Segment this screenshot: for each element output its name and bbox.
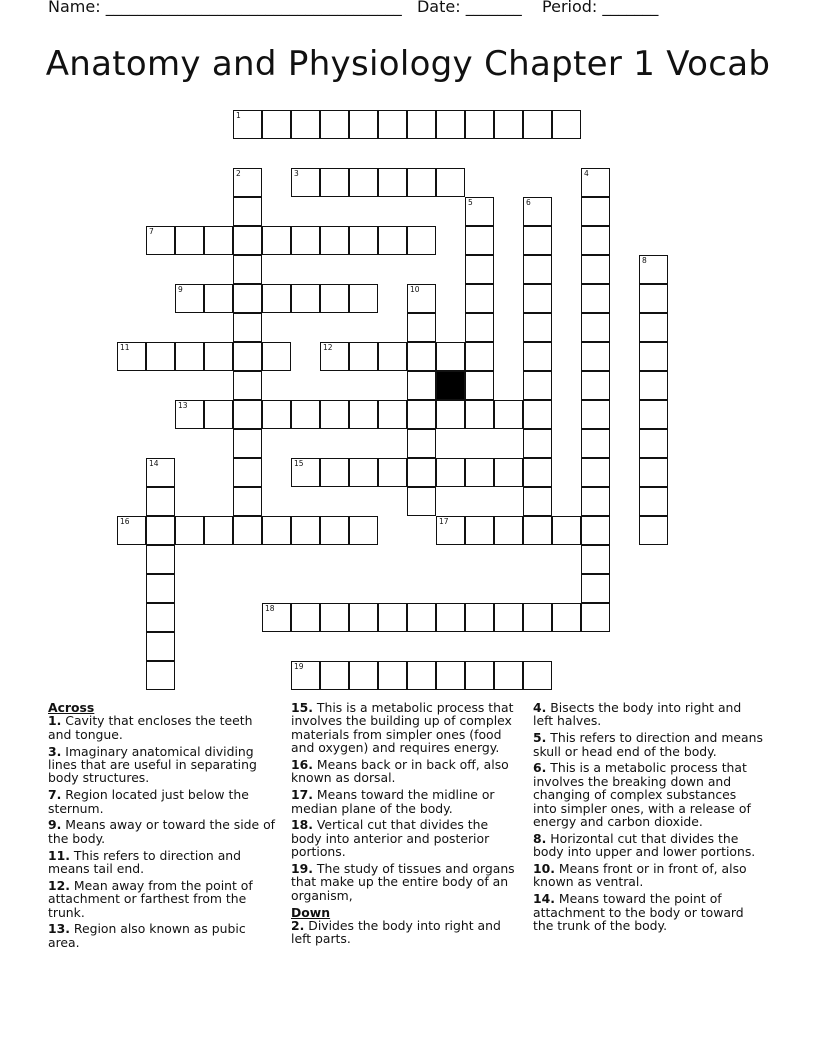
- grid-cell[interactable]: [407, 400, 436, 429]
- clue-across-17: 17. Means toward the midline or median plane of the body.: [291, 787, 495, 816]
- grid-cell[interactable]: [523, 110, 552, 139]
- grid-cell[interactable]: [407, 429, 436, 458]
- grid-cell[interactable]: [175, 400, 204, 429]
- clue-across-15: 15. This is a metabolic process that involves the building up of complex materials from simpler ones (food and oxygen) and requires energy.: [291, 700, 514, 756]
- grid-cell[interactable]: [233, 197, 262, 226]
- name-label: Name:: [48, 0, 101, 16]
- grid-cell[interactable]: [291, 458, 320, 487]
- clue-number-label: 3: [294, 169, 299, 178]
- grid-cell[interactable]: [465, 284, 494, 313]
- grid-cell[interactable]: [407, 371, 436, 400]
- clue-column-2: [291, 701, 521, 949]
- grid-cell[interactable]: [146, 632, 175, 661]
- grid-cell[interactable]: [262, 110, 291, 139]
- grid-cell[interactable]: [262, 516, 291, 545]
- grid-cell[interactable]: [436, 603, 465, 632]
- grid-cell[interactable]: [436, 400, 465, 429]
- grid-cell[interactable]: [494, 661, 523, 690]
- grid-cell[interactable]: [436, 168, 465, 197]
- grid-cell[interactable]: [204, 284, 233, 313]
- black-square: [436, 371, 465, 400]
- grid-cell[interactable]: [146, 603, 175, 632]
- grid-cell[interactable]: [581, 458, 610, 487]
- grid-cell[interactable]: [320, 400, 349, 429]
- grid-cell[interactable]: [465, 661, 494, 690]
- grid-cell[interactable]: [552, 110, 581, 139]
- grid-cell[interactable]: [146, 226, 175, 255]
- grid-cell[interactable]: [407, 342, 436, 371]
- grid-cell[interactable]: [349, 342, 378, 371]
- grid-cell[interactable]: [436, 458, 465, 487]
- period-label: Period:: [542, 0, 598, 16]
- grid-cell[interactable]: [146, 516, 175, 545]
- down-heading: Down: [291, 904, 331, 920]
- clue-number-label: 13: [178, 401, 188, 410]
- grid-cell[interactable]: [146, 458, 175, 487]
- grid-cell[interactable]: [639, 429, 668, 458]
- grid-cell[interactable]: [291, 516, 320, 545]
- grid-cell[interactable]: [523, 342, 552, 371]
- grid-cell[interactable]: [581, 313, 610, 342]
- grid-cell[interactable]: [407, 603, 436, 632]
- clue-across-12: 12. Mean away from the point of attachment or farthest from the trunk.: [48, 877, 253, 920]
- clue-down-6: 6. This is a metabolic process that involves the breaking down and changing of complex substances into simpler ones, with a release of energy and carbon dioxide.: [533, 760, 751, 830]
- grid-cell[interactable]: [349, 458, 378, 487]
- clue-number-label: 16: [120, 517, 130, 526]
- grid-cell[interactable]: [523, 197, 552, 226]
- grid-cell[interactable]: [552, 516, 581, 545]
- grid-cell[interactable]: [581, 603, 610, 632]
- clue-number-label: 18: [265, 604, 275, 613]
- grid-cell[interactable]: [378, 168, 407, 197]
- clue-column-3: [533, 701, 763, 936]
- grid-cell[interactable]: [436, 342, 465, 371]
- grid-cell[interactable]: [581, 371, 610, 400]
- grid-cell[interactable]: [581, 168, 610, 197]
- grid-cell[interactable]: [233, 168, 262, 197]
- grid-cell[interactable]: [146, 574, 175, 603]
- clue-across-7: 7. Region located just below the sternum.: [48, 787, 249, 816]
- grid-cell[interactable]: [262, 400, 291, 429]
- clue-number-label: 17: [439, 517, 449, 526]
- grid-cell[interactable]: [378, 458, 407, 487]
- grid-cell[interactable]: [465, 197, 494, 226]
- grid-cell[interactable]: [233, 429, 262, 458]
- grid-cell[interactable]: [291, 603, 320, 632]
- grid-cell[interactable]: [523, 255, 552, 284]
- grid-cell[interactable]: [581, 226, 610, 255]
- grid-cell[interactable]: [320, 516, 349, 545]
- grid-cell[interactable]: [378, 342, 407, 371]
- grid-cell[interactable]: [320, 342, 349, 371]
- grid-cell[interactable]: [291, 400, 320, 429]
- grid-cell[interactable]: [291, 226, 320, 255]
- grid-cell[interactable]: [233, 458, 262, 487]
- grid-cell[interactable]: [436, 516, 465, 545]
- grid-cell[interactable]: [407, 458, 436, 487]
- grid-cell[interactable]: [320, 458, 349, 487]
- grid-cell[interactable]: [378, 110, 407, 139]
- grid-cell[interactable]: [407, 487, 436, 516]
- clue-across-13: 13. Region also known as pubic area.: [48, 921, 246, 950]
- clue-across-11: 11. This refers to direction and means tail end.: [48, 847, 242, 877]
- grid-cell[interactable]: [262, 284, 291, 313]
- grid-cell[interactable]: [320, 226, 349, 255]
- grid-cell[interactable]: [204, 400, 233, 429]
- grid-cell[interactable]: [262, 603, 291, 632]
- clue-down-10: 10. Means front or in front of, also known as ventral.: [533, 861, 747, 890]
- grid-cell[interactable]: [581, 255, 610, 284]
- grid-cell[interactable]: [233, 110, 262, 139]
- grid-cell[interactable]: [465, 255, 494, 284]
- grid-cell[interactable]: [262, 342, 291, 371]
- clue-down-8: 8. Horizontal cut that divides the body into upper and lower portions.: [533, 830, 756, 860]
- grid-cell[interactable]: [523, 313, 552, 342]
- grid-cell[interactable]: [407, 226, 436, 255]
- grid-cell[interactable]: [639, 458, 668, 487]
- clue-across-16: 16. Means back or in back off, also known as dorsal.: [291, 757, 509, 786]
- grid-cell[interactable]: [407, 313, 436, 342]
- grid-cell[interactable]: [465, 110, 494, 139]
- grid-cell[interactable]: [465, 458, 494, 487]
- grid-cell[interactable]: [552, 603, 581, 632]
- grid-cell[interactable]: [378, 661, 407, 690]
- grid-cell[interactable]: [639, 516, 668, 545]
- grid-cell[interactable]: [175, 342, 204, 371]
- grid-cell[interactable]: [465, 371, 494, 400]
- grid-cell[interactable]: [581, 574, 610, 603]
- grid-cell[interactable]: [436, 110, 465, 139]
- clue-number-label: 5: [468, 198, 473, 207]
- grid-cell[interactable]: [349, 284, 378, 313]
- grid-cell[interactable]: [523, 516, 552, 545]
- grid-cell[interactable]: [581, 487, 610, 516]
- grid-cell[interactable]: [639, 371, 668, 400]
- grid-cell[interactable]: [233, 284, 262, 313]
- clue-down-2: 2. Divides the body into right and left parts.: [291, 918, 501, 947]
- clue-across-18: 18. Vertical cut that divides the body into anterior and posterior portions.: [291, 817, 490, 860]
- grid-cell[interactable]: [175, 284, 204, 313]
- grid-cell[interactable]: [639, 400, 668, 429]
- grid-cell[interactable]: [378, 603, 407, 632]
- grid-cell[interactable]: [349, 516, 378, 545]
- grid-cell[interactable]: [436, 661, 465, 690]
- grid-cell[interactable]: [465, 342, 494, 371]
- clue-number-label: 2: [236, 169, 241, 178]
- clue-number-label: 6: [526, 198, 531, 207]
- clue-number-label: 10: [410, 285, 420, 294]
- grid-cell[interactable]: [494, 603, 523, 632]
- grid-cell[interactable]: [349, 110, 378, 139]
- clue-down-4: 4. Bisects the body into right and left halves.: [533, 700, 742, 729]
- grid-cell[interactable]: [494, 400, 523, 429]
- grid-cell[interactable]: [117, 516, 146, 545]
- grid-cell[interactable]: [465, 226, 494, 255]
- grid-cell[interactable]: [639, 313, 668, 342]
- grid-cell[interactable]: [146, 342, 175, 371]
- period-blank[interactable]: _______: [602, 0, 659, 16]
- grid-cell[interactable]: [320, 168, 349, 197]
- grid-cell[interactable]: [378, 400, 407, 429]
- grid-cell[interactable]: [146, 487, 175, 516]
- grid-cell[interactable]: [639, 284, 668, 313]
- grid-cell[interactable]: [494, 516, 523, 545]
- clue-number-label: 8: [642, 256, 647, 265]
- grid-cell[interactable]: [465, 603, 494, 632]
- grid-cell[interactable]: [639, 255, 668, 284]
- grid-cell[interactable]: [146, 545, 175, 574]
- grid-cell[interactable]: [639, 342, 668, 371]
- grid-cell[interactable]: [320, 284, 349, 313]
- grid-cell[interactable]: [581, 342, 610, 371]
- clue-across-1: 1. Cavity that encloses the teeth and tongue.: [48, 713, 253, 742]
- clue-down-14: 14. Means toward the point of attachment to the body or toward the trunk of the body.: [533, 891, 744, 934]
- grid-cell[interactable]: [494, 458, 523, 487]
- grid-cell[interactable]: [407, 110, 436, 139]
- clue-number-label: 7: [149, 227, 154, 236]
- date-blank[interactable]: _______: [465, 0, 522, 16]
- date-label: Date:: [416, 0, 461, 16]
- clue-column-1: [48, 701, 278, 953]
- grid-cell[interactable]: [349, 400, 378, 429]
- grid-cell[interactable]: [233, 516, 262, 545]
- grid-cell[interactable]: [233, 342, 262, 371]
- clue-across-9: 9. Means away or toward the side of the body.: [48, 817, 276, 846]
- clue-number-label: 9: [178, 285, 183, 294]
- grid-cell[interactable]: [523, 661, 552, 690]
- grid-cell[interactable]: [581, 400, 610, 429]
- clue-across-3: 3. Imaginary anatomical dividing lines that are useful in separating body structures.: [48, 743, 257, 786]
- grid-cell[interactable]: [320, 110, 349, 139]
- grid-cell[interactable]: [581, 429, 610, 458]
- grid-cell[interactable]: [204, 342, 233, 371]
- grid-cell[interactable]: [262, 226, 291, 255]
- page-title: Anatomy and Physiology Chapter 1 Vocab: [45, 44, 771, 84]
- grid-cell[interactable]: [233, 487, 262, 516]
- grid-cell[interactable]: [523, 458, 552, 487]
- grid-cell[interactable]: [175, 516, 204, 545]
- clue-down-5: 5. This refers to direction and means skull or head end of the body.: [533, 730, 763, 759]
- clue-number-label: 1: [236, 111, 241, 120]
- clue-number-label: 15: [294, 459, 304, 468]
- grid-cell[interactable]: [204, 516, 233, 545]
- grid-cell[interactable]: [320, 661, 349, 690]
- grid-cell[interactable]: [407, 284, 436, 313]
- clue-number-label: 11: [120, 343, 130, 352]
- grid-cell[interactable]: [465, 313, 494, 342]
- grid-cell[interactable]: [291, 110, 320, 139]
- grid-cell[interactable]: [146, 661, 175, 690]
- clue-number-label: 14: [149, 459, 159, 468]
- grid-cell[interactable]: [523, 487, 552, 516]
- grid-cell[interactable]: [523, 284, 552, 313]
- grid-cell[interactable]: [407, 168, 436, 197]
- grid-cell[interactable]: [233, 313, 262, 342]
- grid-cell[interactable]: [233, 371, 262, 400]
- name-blank[interactable]: _____________________________________: [105, 0, 402, 16]
- grid-cell[interactable]: [523, 400, 552, 429]
- grid-cell[interactable]: [349, 661, 378, 690]
- across-heading: Across: [48, 700, 95, 715]
- grid-cell[interactable]: [523, 371, 552, 400]
- grid-cell[interactable]: [581, 284, 610, 313]
- grid-cell[interactable]: [291, 168, 320, 197]
- grid-cell[interactable]: [465, 400, 494, 429]
- grid-cell[interactable]: [233, 400, 262, 429]
- grid-cell[interactable]: [175, 226, 204, 255]
- grid-cell[interactable]: [291, 284, 320, 313]
- grid-cell[interactable]: [465, 516, 494, 545]
- grid-cell[interactable]: [639, 487, 668, 516]
- clue-number-label: 4: [584, 169, 589, 178]
- grid-cell[interactable]: [349, 226, 378, 255]
- grid-cell[interactable]: [378, 226, 407, 255]
- grid-cell[interactable]: [581, 197, 610, 226]
- grid-cell[interactable]: [523, 429, 552, 458]
- grid-cell[interactable]: [117, 342, 146, 371]
- grid-cell[interactable]: [523, 226, 552, 255]
- grid-cell[interactable]: [320, 603, 349, 632]
- grid-cell[interactable]: [494, 110, 523, 139]
- clue-number-label: 12: [323, 343, 333, 352]
- grid-cell[interactable]: [581, 545, 610, 574]
- clue-across-19: 19. The study of tissues and organs that make up the entire body of an organism,: [291, 861, 515, 903]
- grid-cell[interactable]: [407, 661, 436, 690]
- clue-number-label: 19: [294, 662, 304, 671]
- grid-cell[interactable]: [233, 226, 262, 255]
- grid-cell[interactable]: [581, 516, 610, 545]
- grid-cell[interactable]: [349, 603, 378, 632]
- grid-cell[interactable]: [349, 168, 378, 197]
- grid-cell[interactable]: [233, 255, 262, 284]
- grid-cell[interactable]: [523, 603, 552, 632]
- grid-cell[interactable]: [291, 661, 320, 690]
- grid-cell[interactable]: [204, 226, 233, 255]
